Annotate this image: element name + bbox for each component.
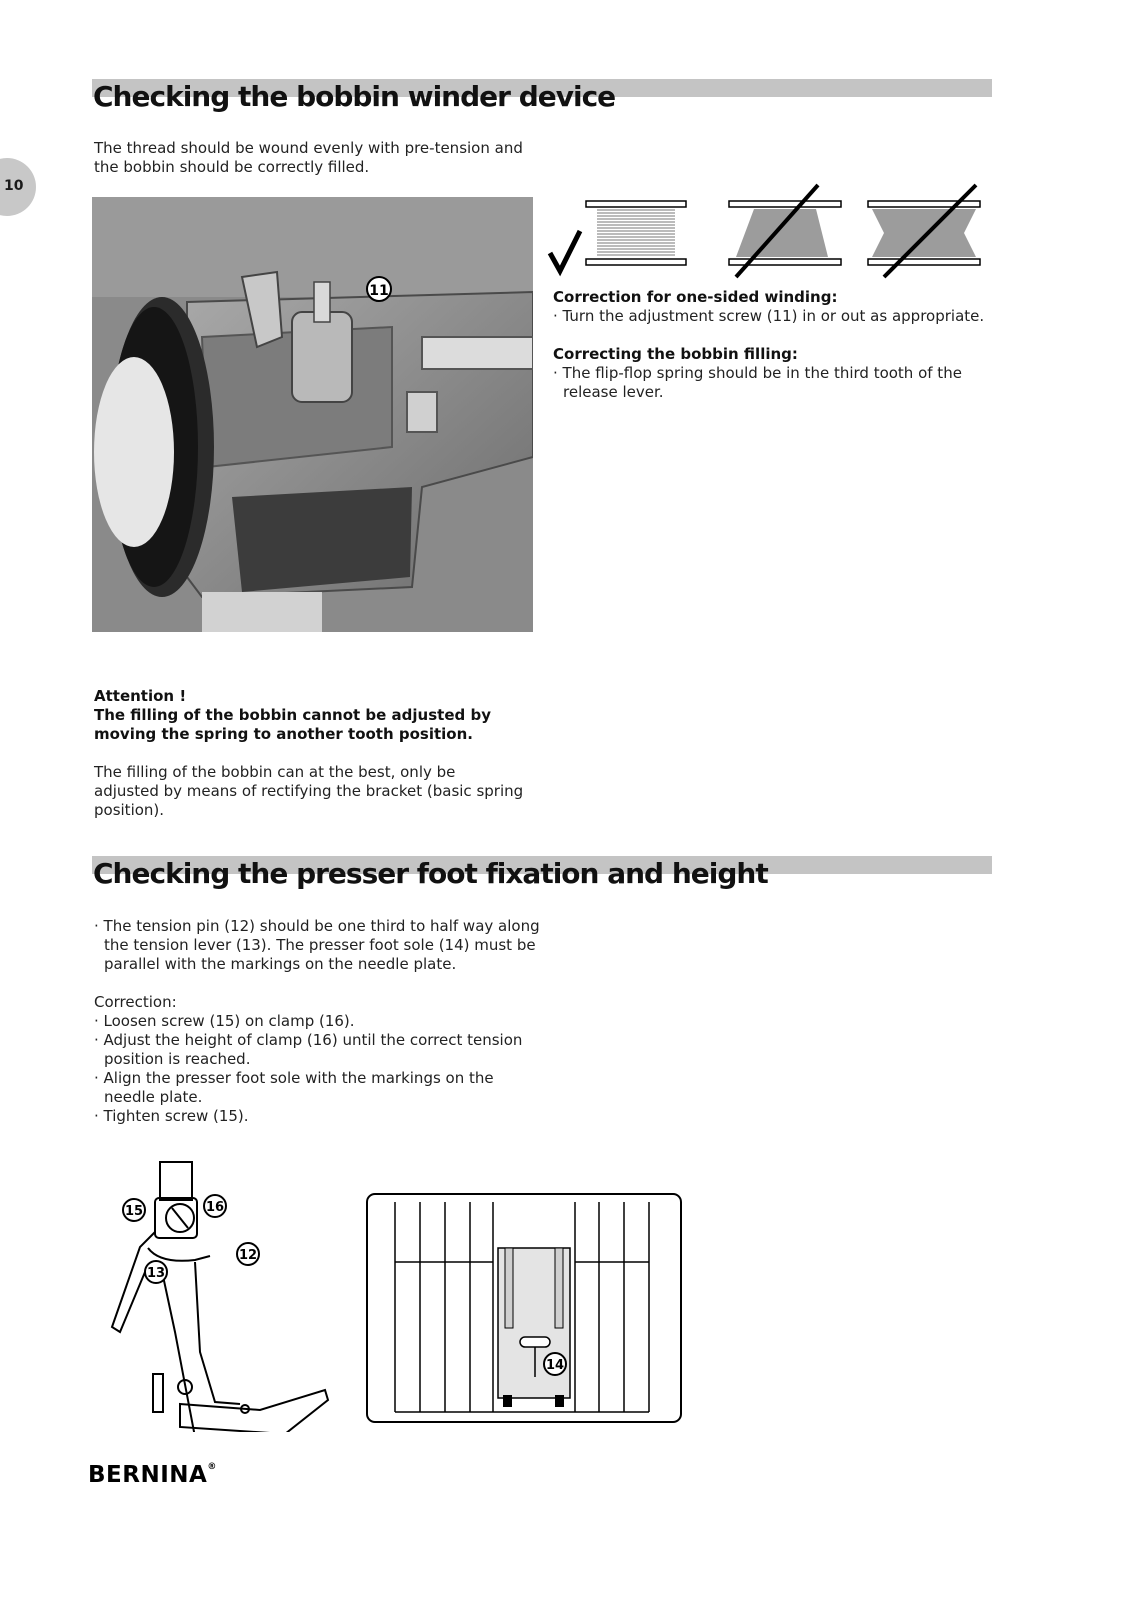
correcting-filling-block — [553, 345, 993, 402]
needle-plate-diagram — [365, 1192, 683, 1424]
page-number: 10 — [4, 178, 24, 194]
list-item: · Turn the adjustment screw (11) in or out as appropriate. — [553, 307, 985, 325]
intro-list — [94, 917, 544, 974]
correction-steps-list — [94, 1012, 544, 1126]
page-number-tab — [0, 158, 36, 216]
correction-label: Correction: — [94, 993, 177, 1011]
callout-13: 13 — [146, 1266, 166, 1281]
machine-photo-illustration — [92, 197, 533, 632]
list-item: · Loosen screw (15) on clamp (16). — [94, 1012, 355, 1030]
bobbin-winding-diagrams — [546, 183, 996, 283]
brand-name: BERNINA — [88, 1462, 208, 1488]
presser-foot-side-diagram — [100, 1152, 340, 1432]
callout-12: 12 — [238, 1248, 258, 1263]
checkmark-icon — [550, 231, 580, 271]
correct-bobbin — [586, 201, 686, 265]
attention-text: The filling of the bobbin can at the best, only be adjusted by means of rectifying the bracket (basic spring position). — [94, 763, 524, 819]
correction-one-sided-heading: Correction for one-sided winding: — [553, 288, 838, 306]
correction-one-sided-block — [553, 288, 993, 326]
presser-foot-instructions — [94, 917, 544, 1126]
registered-mark: ® — [207, 1462, 217, 1472]
list-item: · Tighten screw (15). — [94, 1107, 249, 1125]
callout-16: 16 — [205, 1200, 225, 1215]
correcting-filling-heading: Correcting the bobbin filling: — [553, 345, 798, 363]
section-title-bobbin-winder: Checking the bobbin winder device — [93, 80, 616, 113]
bernina-logo — [88, 1462, 217, 1488]
intro-text: The thread should be wound evenly with pre-tension and the bobbin should be correctly filled. — [94, 139, 523, 176]
attention-bold-text: The filling of the bobbin cannot be adjusted by moving the spring to another tooth position. — [94, 706, 491, 743]
attention-block — [94, 687, 524, 820]
attention-heading: Attention ! — [94, 687, 187, 705]
callout-14: 14 — [545, 1358, 565, 1373]
list-item: · Adjust the height of clamp (16) until the correct tension position is reached. — [94, 1031, 523, 1068]
bobbin-winder-photo — [92, 197, 533, 632]
correction-one-sided-list — [553, 307, 993, 326]
list-item: · The tension pin (12) should be one third to half way along the tension lever (13). The presser foot sole (14) must be parallel with the markings on the needle plate. — [94, 917, 540, 973]
section-title-presser-foot: Checking the presser foot fixation and height — [93, 857, 768, 890]
wrong-bobbin-one-sided — [729, 185, 841, 277]
list-item: · The flip-flop spring should be in the third tooth of the release lever. — [553, 364, 962, 401]
callout-15: 15 — [124, 1204, 144, 1219]
list-item: · Align the presser foot sole with the markings on the needle plate. — [94, 1069, 494, 1106]
correcting-filling-list — [553, 364, 993, 402]
callout-11-label: 11 — [369, 283, 389, 299]
wrong-bobbin-overfilled — [868, 185, 980, 277]
